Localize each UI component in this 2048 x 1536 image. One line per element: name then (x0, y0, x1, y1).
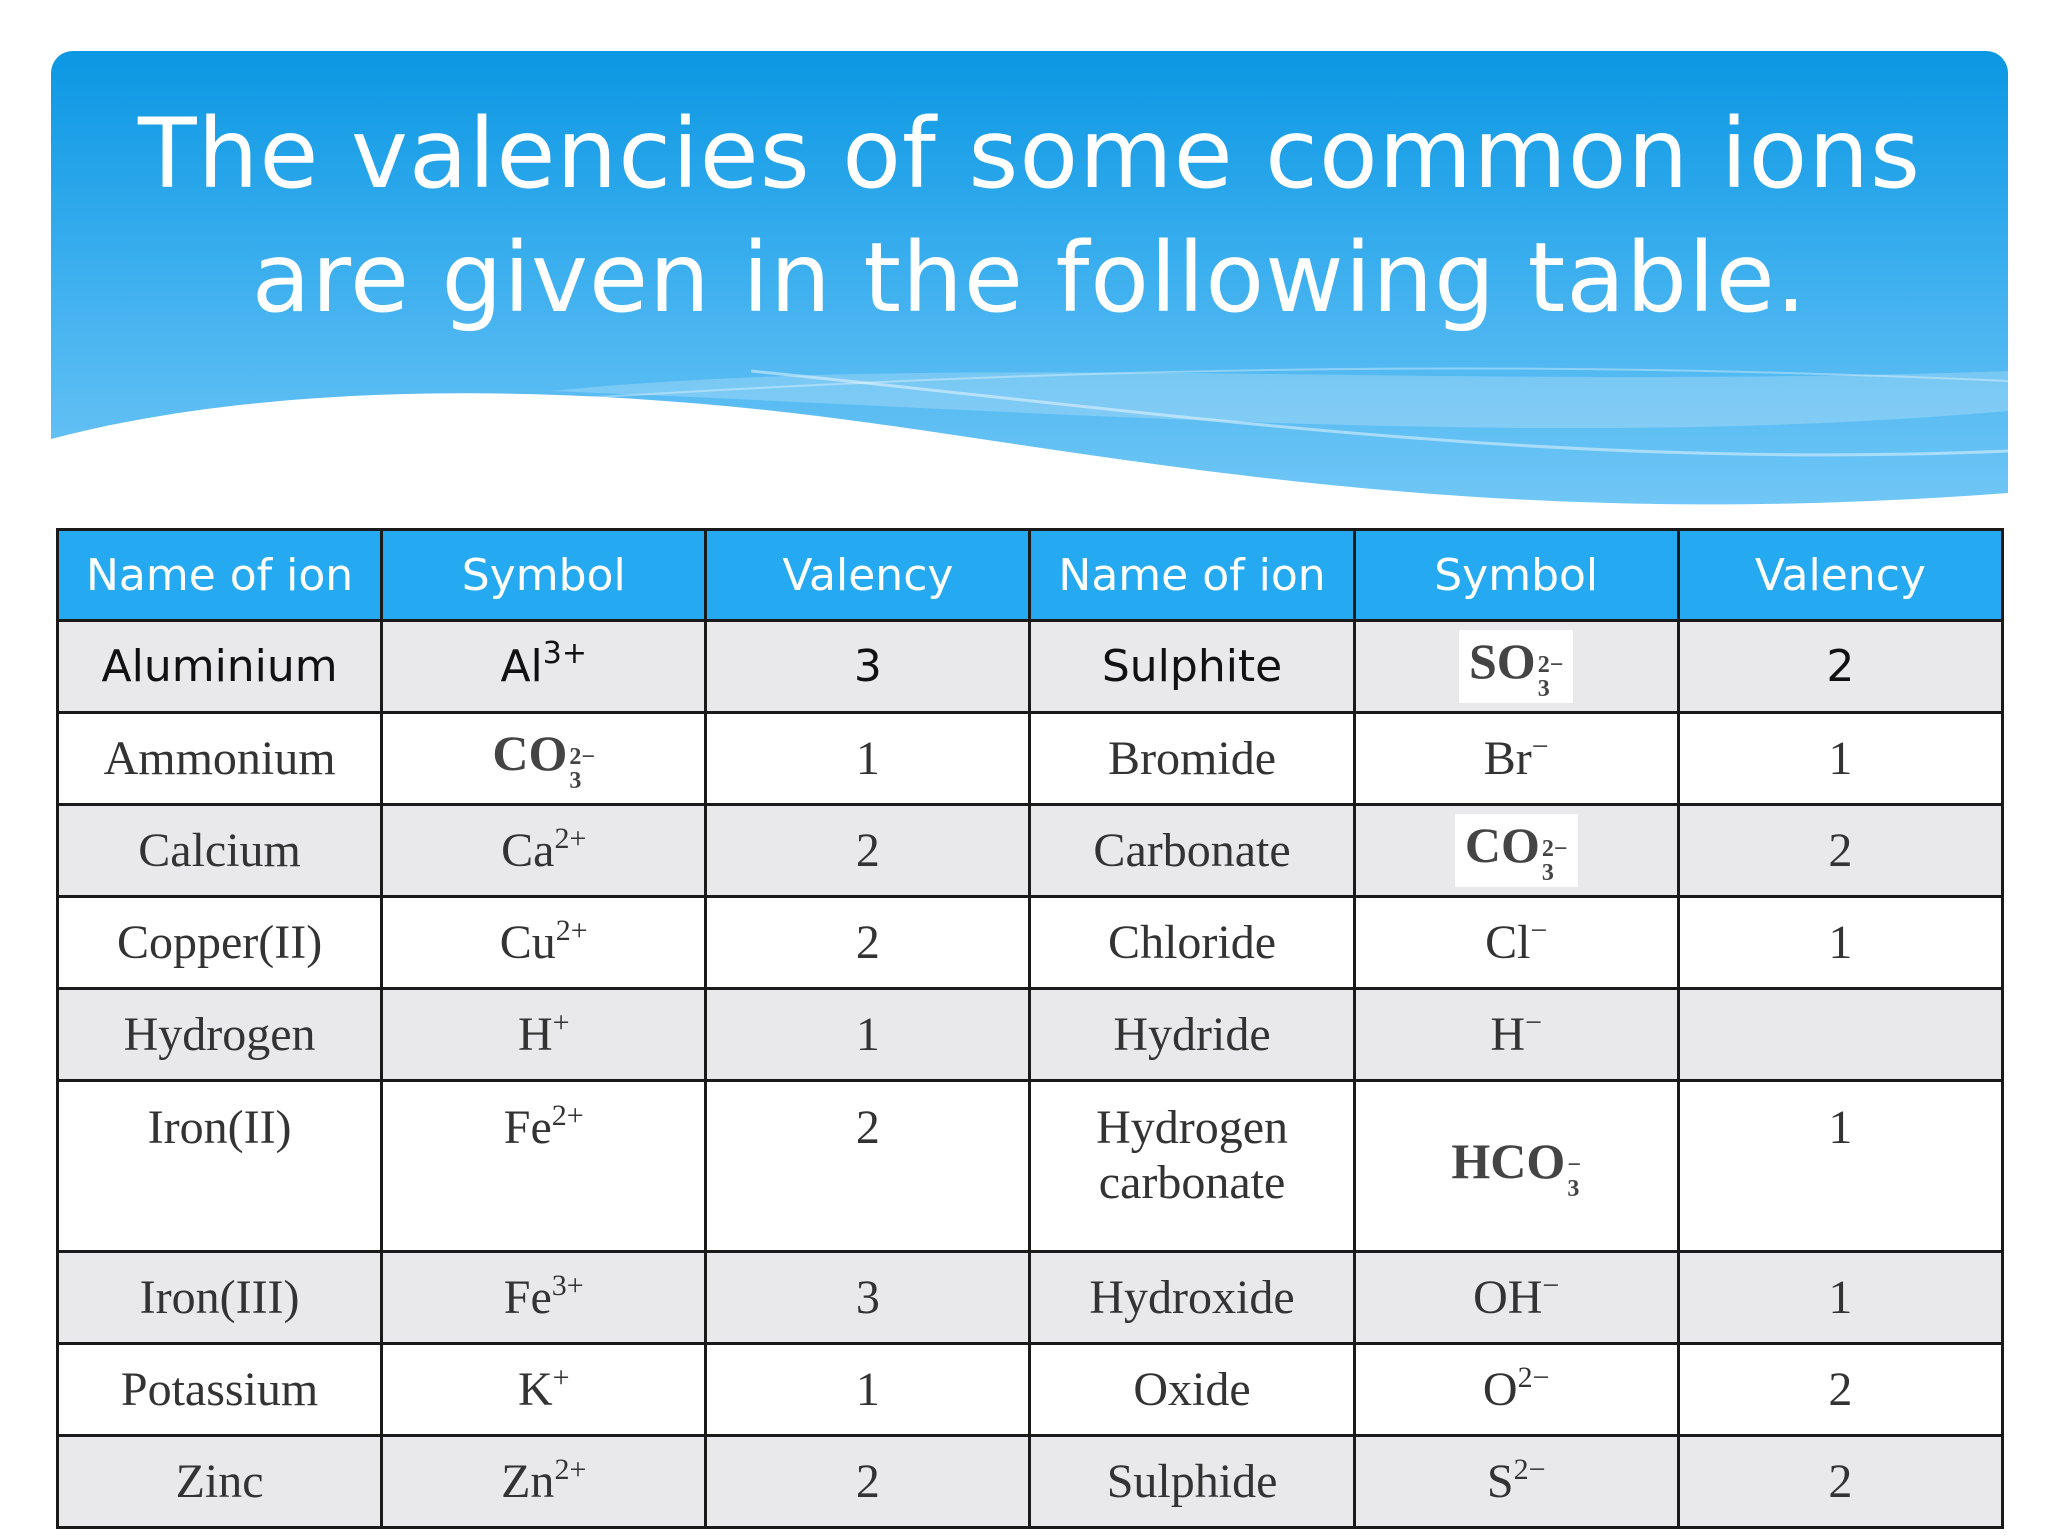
ion-name: Iron(III) (58, 1252, 382, 1344)
title-line-1: The valencies of some common ions (137, 98, 1922, 210)
ion-valency: 2 (706, 805, 1030, 897)
table-row (58, 805, 2003, 897)
symbol-subscript: 3 (1537, 676, 1550, 702)
table-header-row (58, 530, 2003, 621)
symbol-subscript: 3 (1567, 1175, 1580, 1202)
table-row (58, 1436, 2003, 1528)
symbol-charge: − (1530, 914, 1548, 947)
ion-symbol (1354, 1081, 1678, 1252)
symbol-base: H (517, 1008, 553, 1061)
ion-name: Ammonium (58, 713, 382, 805)
symbol-charge: 2− (1513, 1453, 1546, 1486)
symbol-charge: 2− (1541, 836, 1568, 862)
symbol-base: Br (1483, 732, 1532, 785)
ion-valency: 3 (706, 621, 1030, 713)
ion-symbol (1354, 989, 1678, 1081)
ion-valency: 2 (1678, 1344, 2002, 1436)
ion-name: Calcium (58, 805, 382, 897)
ion-valency: 1 (706, 989, 1030, 1081)
symbol-base: SO (1469, 633, 1536, 689)
ion-name: Iron(II) (58, 1081, 382, 1252)
ion-name: Aluminium (58, 621, 382, 713)
symbol-charge: 2+ (551, 1099, 584, 1132)
ion-symbol (1354, 621, 1678, 713)
symbol-charge: − (1531, 730, 1549, 763)
ion-symbol (382, 621, 706, 713)
ion-name: Sulphite (1030, 621, 1354, 713)
symbol-base: Fe (503, 1101, 552, 1154)
symbol-charge: + (552, 1006, 570, 1039)
ion-name: Hydroxide (1030, 1252, 1354, 1344)
ion-symbol (1354, 713, 1678, 805)
symbol-charge: + (552, 1361, 570, 1394)
ion-name: Sulphide (1030, 1436, 1354, 1528)
ion-symbol (382, 1344, 706, 1436)
symbol-charge: 3+ (551, 1269, 584, 1302)
ion-valency: 1 (1678, 897, 2002, 989)
ion-symbol (1354, 805, 1678, 897)
symbol-charge: 3+ (542, 636, 588, 671)
table-row (58, 1252, 2003, 1344)
header-symbol: Symbol (382, 530, 706, 621)
ion-symbol (382, 713, 706, 805)
symbol-base: Al (500, 641, 543, 692)
ion-valency: 2 (706, 897, 1030, 989)
ion-name: Hydride (1030, 989, 1354, 1081)
table-row (58, 897, 2003, 989)
ion-symbol (382, 1252, 706, 1344)
symbol-base: Cu (499, 916, 556, 969)
ion-symbol (382, 1081, 706, 1252)
ion-name-line-2: carbonate (1098, 1156, 1286, 1209)
header-name-of-ion: Name of ion (58, 530, 382, 621)
symbol-subscript: 3 (569, 768, 582, 794)
ion-valency (1678, 989, 2002, 1081)
symbol-base: K (517, 1363, 553, 1416)
ion-symbol (1354, 1344, 1678, 1436)
ion-valency: 3 (706, 1252, 1030, 1344)
ion-symbol (382, 805, 706, 897)
symbol-charge: 2− (1517, 1361, 1550, 1394)
symbol-base: HCO (1451, 1132, 1566, 1189)
symbol-base: Ca (501, 824, 555, 877)
ion-name: Hydrogen (58, 989, 382, 1081)
ion-valency: 2 (1678, 1436, 2002, 1528)
symbol-charge: 2+ (554, 1453, 587, 1486)
symbol-charge: 2− (569, 744, 596, 770)
slide-title (51, 92, 2008, 340)
symbol-subscript: 3 (1541, 860, 1554, 886)
symbol-charge: − (1542, 1269, 1560, 1302)
ion-name-line-1: Hydrogen (1096, 1101, 1289, 1154)
ion-valency: 2 (1678, 621, 2002, 713)
ion-symbol (382, 1436, 706, 1528)
ion-symbol (1354, 1252, 1678, 1344)
table-row (58, 989, 2003, 1081)
ion-symbol (382, 989, 706, 1081)
ion-name (1030, 1081, 1354, 1252)
symbol-base: Fe (503, 1271, 552, 1324)
symbol-base: OH (1473, 1271, 1543, 1324)
ion-name: Zinc (58, 1436, 382, 1528)
symbol-charge: − (1525, 1006, 1542, 1039)
ion-valency: 1 (706, 713, 1030, 805)
symbol-charge: 2− (1537, 652, 1564, 678)
table-row (58, 713, 2003, 805)
valency-table (56, 528, 2004, 1529)
symbol-base: S (1486, 1455, 1514, 1508)
ion-symbol (1354, 897, 1678, 989)
table-row (58, 1344, 2003, 1436)
title-line-2: are given in the following table. (251, 222, 1808, 334)
table-row (58, 1081, 2003, 1252)
table-row (58, 621, 2003, 713)
ion-name: Copper(II) (58, 897, 382, 989)
symbol-base: CO (1464, 817, 1540, 873)
ion-name: Oxide (1030, 1344, 1354, 1436)
symbol-base: Cl (1485, 916, 1531, 969)
ion-symbol (1354, 1436, 1678, 1528)
ion-symbol (382, 897, 706, 989)
ion-name: Potassium (58, 1344, 382, 1436)
symbol-charge: 2+ (554, 822, 587, 855)
symbol-charge: − (1567, 1151, 1581, 1178)
ion-valency: 2 (706, 1436, 1030, 1528)
ion-valency: 1 (1678, 1252, 2002, 1344)
header-name-of-ion-2: Name of ion (1030, 530, 1354, 621)
header-valency-2: Valency (1678, 530, 2002, 621)
symbol-base: CO (492, 725, 568, 781)
ion-valency: 1 (1678, 713, 2002, 805)
symbol-charge: 2+ (555, 914, 588, 947)
ion-valency: 2 (706, 1081, 1030, 1252)
ion-name: Chloride (1030, 897, 1354, 989)
header-valency: Valency (706, 530, 1030, 621)
ion-valency: 1 (1678, 1081, 2002, 1252)
ion-name: Bromide (1030, 713, 1354, 805)
symbol-base: H (1490, 1008, 1526, 1061)
symbol-base: Zn (501, 1455, 555, 1508)
symbol-base: O (1482, 1363, 1518, 1416)
ion-name: Carbonate (1030, 805, 1354, 897)
ion-valency: 1 (706, 1344, 1030, 1436)
ion-valency: 2 (1678, 805, 2002, 897)
header-symbol-2: Symbol (1354, 530, 1678, 621)
